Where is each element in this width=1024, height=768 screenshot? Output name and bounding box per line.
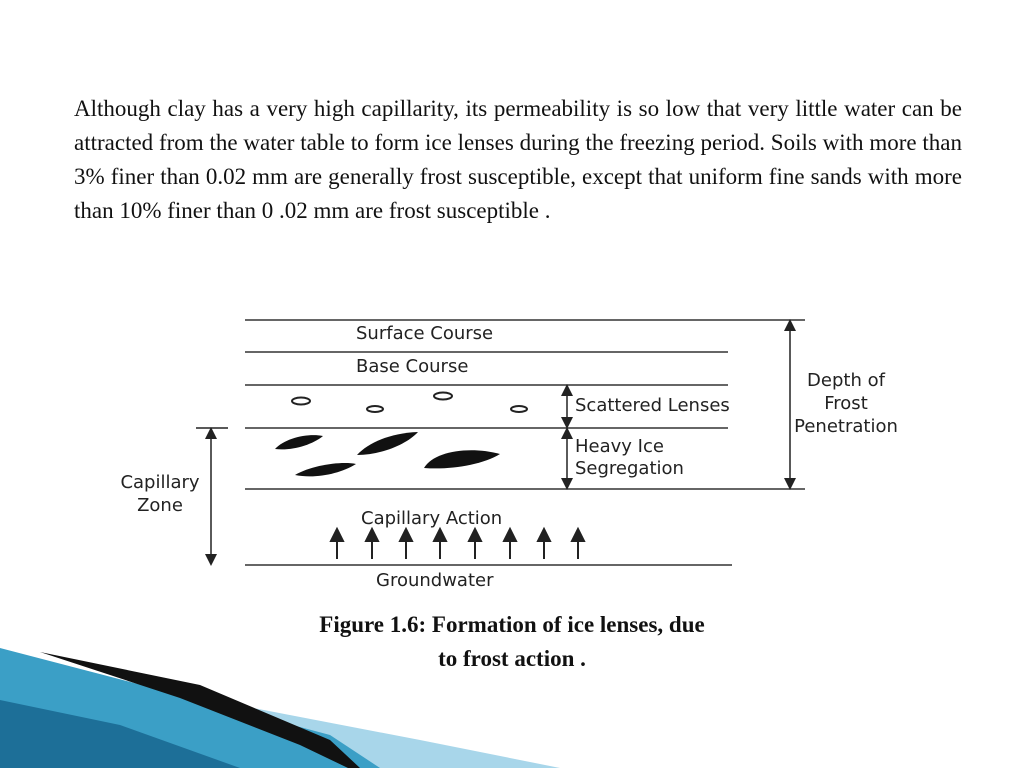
label-capillary-zone-1: Capillary	[120, 472, 200, 493]
caption-line-1: Figure 1.6: Formation of ice lenses, due	[319, 612, 705, 637]
label-heavy-ice-2: Segregation	[575, 458, 684, 479]
label-capillary-action: Capillary Action	[361, 508, 503, 529]
label-depth-of-frost-2: Frost	[824, 393, 868, 414]
label-surface-course: Surface Course	[356, 323, 494, 344]
label-groundwater: Groundwater	[376, 570, 494, 591]
caption-line-2: to frost action .	[438, 646, 586, 671]
label-depth-of-frost-1: Depth of	[807, 370, 885, 391]
label-scattered-lenses: Scattered Lenses	[575, 395, 730, 416]
label-depth-of-frost-3: Penetration	[794, 416, 898, 437]
label-base-course: Base Course	[356, 356, 469, 377]
label-heavy-ice-1: Heavy Ice	[575, 436, 664, 457]
body-paragraph: Although clay has a very high capillarity, its permeability is so low that very little water can be attracted from the water table to form ice lenses during the freezing period. Soils with more than 3% finer than 0.02 mm are generally frost susceptible, except that uniform fine sands with more than 10% finer than 0 .02 mm are frost susceptible .	[74, 96, 962, 223]
label-capillary-zone-2: Zone	[137, 495, 183, 516]
